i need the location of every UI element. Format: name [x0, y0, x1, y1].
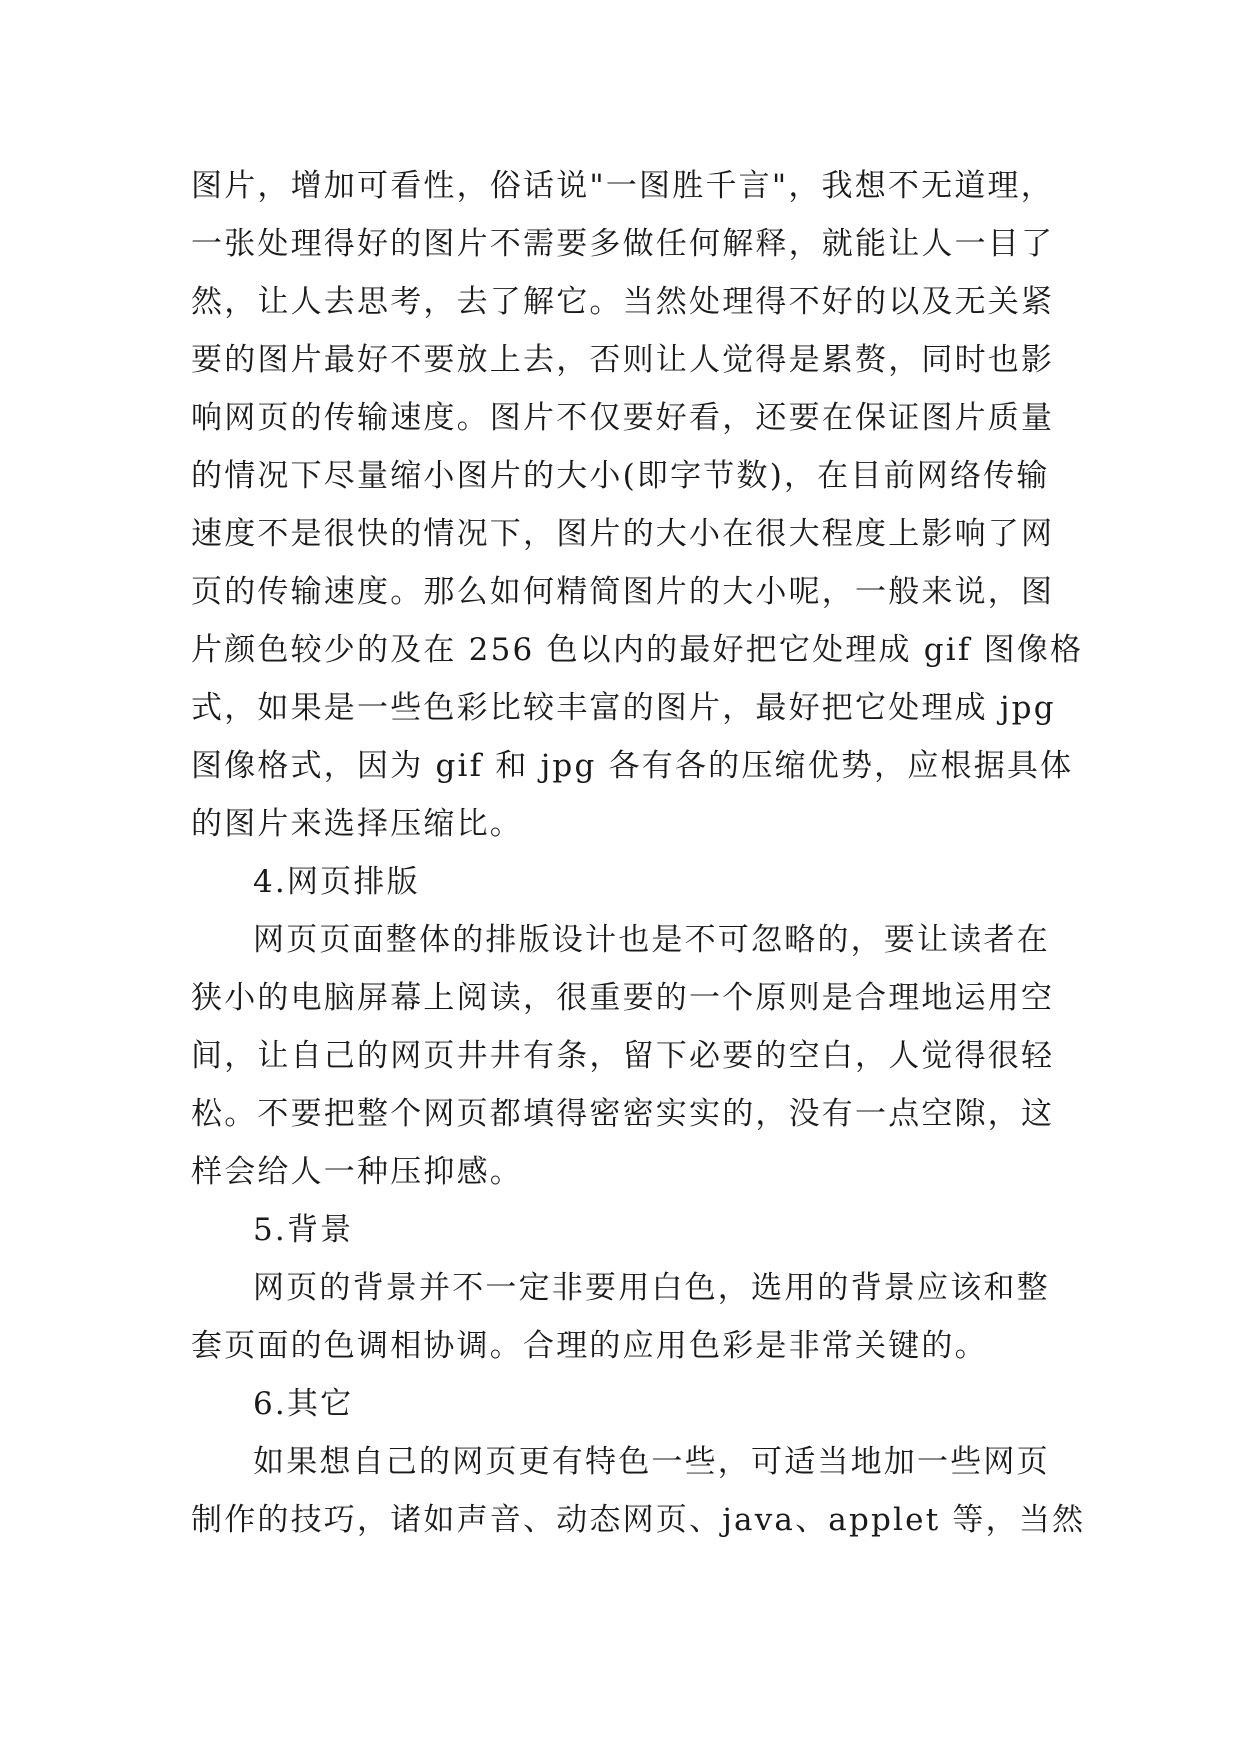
body-text-line: 片颜色较少的及在 256 色以内的最好把它处理成 gif 图像格	[191, 632, 1084, 668]
body-text-line: 速度不是很快的情况下，图片的大小在很大程度上影响了网	[191, 516, 1055, 552]
body-text-line: 制作的技巧，诸如声音、动态网页、java、applet 等，当然	[191, 1502, 1086, 1538]
section-heading: 6.其它	[253, 1386, 354, 1422]
body-text-line: 图片，增加可看性，俗话说"一图胜千言"，我想不无道理，	[191, 168, 1054, 204]
body-text-line: 套页面的色调相协调。合理的应用色彩是非常关键的。	[191, 1328, 988, 1364]
body-text-line: 的图片来选择压缩比。	[191, 806, 523, 842]
body-text-line: 一张处理得好的图片不需要多做任何解释，就能让人一目了	[191, 226, 1055, 262]
paragraph-first-line: 如果想自己的网页更有特色一些，可适当地加一些网页	[253, 1444, 1050, 1480]
body-text-line: 式，如果是一些色彩比较丰富的图片，最好把它处理成 jpg	[191, 690, 1056, 726]
body-text-line: 松。不要把整个网页都填得密密实实的，没有一点空隙，这	[191, 1096, 1055, 1132]
body-text-line: 间，让自己的网页井井有条，留下必要的空白，人觉得很轻	[191, 1038, 1055, 1074]
body-text-line: 样会给人一种压抑感。	[191, 1154, 523, 1190]
section-heading: 4.网页排版	[253, 864, 420, 900]
body-text-line: 响网页的传输速度。图片不仅要好看，还要在保证图片质量	[191, 400, 1055, 436]
section-heading: 5.背景	[253, 1212, 354, 1248]
body-text-line: 的情况下尽量缩小图片的大小(即字节数)，在目前网络传输	[191, 458, 1050, 494]
body-text-line: 然，让人去思考，去了解它。当然处理得不好的以及无关紧	[191, 284, 1055, 320]
paragraph-first-line: 网页的背景并不一定非要用白色，选用的背景应该和整	[253, 1270, 1050, 1306]
body-text-line: 要的图片最好不要放上去，否则让人觉得是累赘，同时也影	[191, 342, 1055, 378]
body-text-line: 页的传输速度。那么如何精简图片的大小呢，一般来说，图	[191, 574, 1055, 610]
body-text-line: 狭小的电脑屏幕上阅读，很重要的一个原则是合理地运用空	[191, 980, 1055, 1016]
body-text-line: 图像格式，因为 gif 和 jpg 各有各的压缩优势，应根据具体	[191, 748, 1074, 784]
paragraph-first-line: 网页页面整体的排版设计也是不可忽略的，要让读者在	[253, 922, 1050, 958]
